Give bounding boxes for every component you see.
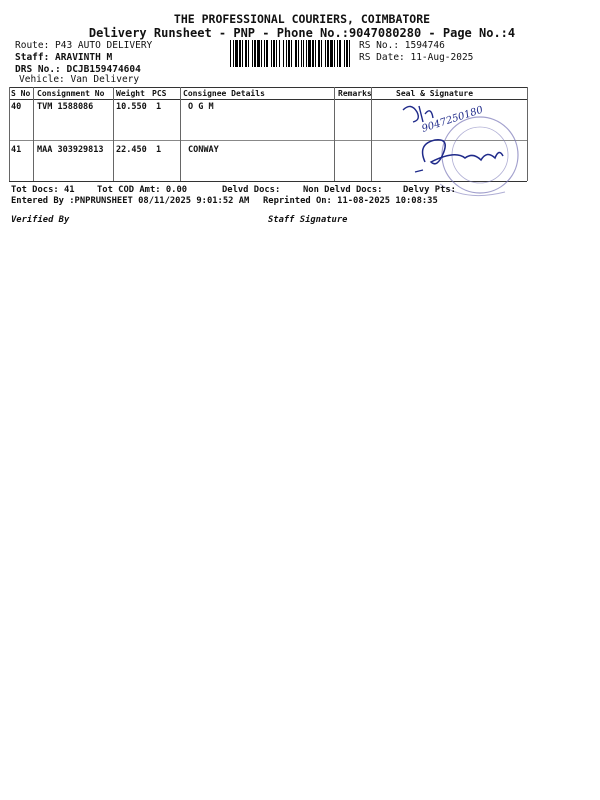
col-divider [371, 87, 372, 181]
row-2-sno: 41 [11, 145, 22, 155]
col-divider [334, 87, 335, 181]
header-pcs: PCS [152, 89, 167, 98]
row-1-sno: 40 [11, 102, 22, 112]
delivered-docs: Delvd Docs: [222, 185, 281, 195]
col-divider [9, 87, 10, 181]
barcode-image [230, 40, 350, 67]
row-2-weight: 22.450 [116, 145, 147, 155]
row-1-consignee: O G M [188, 102, 214, 112]
total-docs: Tot Docs: 41 [11, 185, 75, 195]
drs-number: DRS No.: DCJB159474604 [15, 64, 141, 75]
col-divider [113, 87, 114, 181]
header-consignee: Consignee Details [183, 89, 265, 98]
header-weight: Weight [116, 89, 145, 98]
total-cod-amount: Tot COD Amt: 0.00 [97, 185, 188, 195]
rs-date: RS Date: 11-Aug-2025 [359, 52, 474, 63]
header-seal: Seal & Signature [396, 89, 474, 98]
staff-signature-label: Staff Signature [268, 215, 348, 225]
header-consignment: Consignment No [37, 89, 105, 98]
row-2-consignment: MAA 303929813 [37, 145, 104, 155]
header-sno: S No [11, 89, 31, 98]
reprinted-on: Reprinted On: 11-08-2025 10:08:35 [263, 196, 438, 206]
row-2-consignee: CONWAY [188, 145, 219, 155]
col-divider [180, 87, 181, 181]
row-1-consignment: TVM 1588086 [37, 102, 94, 112]
route-label: Route: P43 AUTO DELIVERY [15, 40, 153, 51]
verified-by-label: Verified By [11, 215, 70, 225]
handwritten-phone: 9047250180 [420, 104, 485, 135]
runsheet-subtitle: Delivery Runsheet - PNP - Phone No.:9047080280 - Page No.:4 [88, 26, 516, 40]
col-divider [33, 87, 34, 181]
vehicle-label: Vehicle: Van Delivery [19, 74, 140, 85]
rs-number: RS No.: 1594746 [359, 40, 445, 51]
row-2-pcs: 1 [156, 145, 162, 155]
header-remarks: Remarks [338, 89, 372, 98]
staff-label: Staff: ARAVINTH M [15, 52, 113, 63]
company-title: THE PROFESSIONAL COURIERS, COIMBATORE [173, 12, 431, 26]
entered-by: Entered By :PNPRUNSHEET 08/11/2025 9:01:52 AM [11, 196, 250, 206]
delivery-points: Delvy Pts: [403, 185, 456, 195]
row-1-weight: 10.550 [116, 102, 147, 112]
non-delivered-docs: Non Delvd Docs: [303, 185, 383, 195]
row-1-pcs: 1 [156, 102, 162, 112]
